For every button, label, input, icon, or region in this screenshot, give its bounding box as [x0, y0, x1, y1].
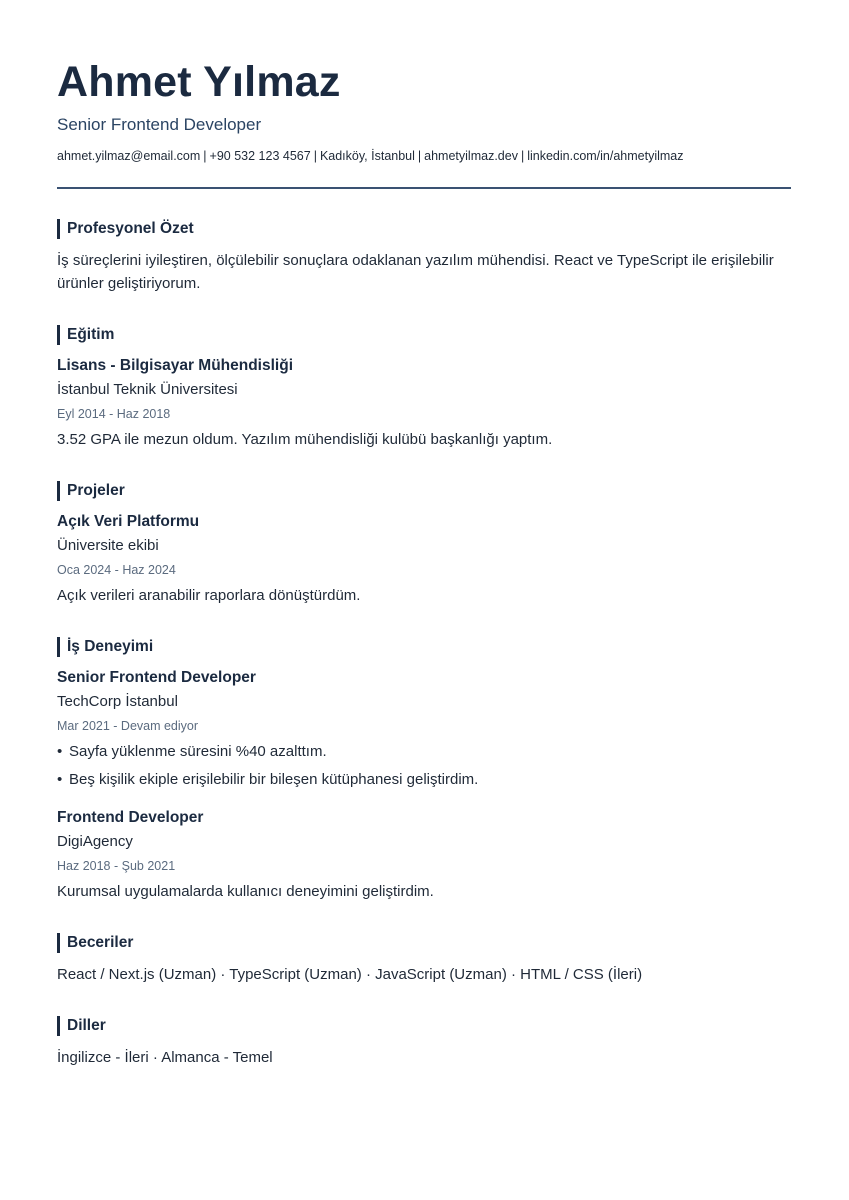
entry-title: Açık Veri Platformu: [57, 512, 200, 530]
contact-website[interactable]: ahmetyilmaz.dev: [424, 149, 518, 163]
contact-separator: |: [313, 149, 317, 163]
entry-title: Frontend Developer: [57, 808, 204, 826]
education-entry: [57, 355, 791, 451]
skills-text: React / Next.js (Uzman) · TypeScript (Uzman) · JavaScript (Uzman) · HTML / CSS (İleri): [57, 965, 643, 983]
summary-text: İş süreçlerini iyileştiren, ölçülebilir sonuçlara odaklanan yazılım mühendisi. React ve TypeScript ile erişilebilir ürünler geliştiriyorum.: [57, 251, 774, 292]
contact-separator: |: [520, 149, 525, 163]
list-item: [57, 769, 791, 791]
section-heading: Projeler: [57, 481, 791, 501]
entry-organization: İstanbul Teknik Üniversitesi: [57, 380, 238, 398]
bullet-icon: •: [57, 770, 63, 788]
entry-description: 3.52 GPA ile mezun oldum. Yazılım mühendisliği kulübü başkanlığı yaptım.: [57, 430, 553, 448]
section-education: [57, 325, 791, 451]
entry-bullets: [57, 741, 791, 791]
experience-entry: [57, 807, 791, 903]
section-heading: İş Deneyimi: [57, 637, 791, 657]
project-entry: [57, 511, 791, 607]
languages-text: İngilizce - İleri · Almanca - Temel: [57, 1048, 273, 1066]
section-experience: [57, 637, 791, 903]
entry-date: Oca 2024 - Haz 2024: [57, 562, 176, 577]
section-projects: [57, 481, 791, 607]
contact-linkedin[interactable]: linkedin.com/in/ahmetyilmaz: [527, 149, 684, 163]
candidate-title: Senior Frontend Developer: [57, 115, 262, 134]
section-summary: [57, 219, 791, 295]
entry-description: Açık verileri aranabilir raporlara dönüştürdüm.: [57, 586, 361, 604]
section-languages: [57, 1016, 791, 1069]
bullet-icon: •: [57, 742, 63, 760]
section-heading: Beceriler: [57, 933, 791, 953]
entry-date: Haz 2018 - Şub 2021: [57, 858, 176, 873]
contact-line: [57, 147, 791, 165]
entry-date: Mar 2021 - Devam ediyor: [57, 718, 199, 733]
section-heading: Profesyonel Özet: [57, 219, 791, 239]
entry-organization: TechCorp İstanbul: [57, 692, 178, 710]
section-heading: Eğitim: [57, 325, 791, 345]
contact-separator: |: [203, 149, 207, 163]
entry-title: Lisans - Bilgisayar Mühendisliği: [57, 356, 293, 374]
contact-email[interactable]: ahmet.yilmaz@email.com: [57, 149, 201, 163]
entry-title: Senior Frontend Developer: [57, 668, 256, 686]
entry-date: Eyl 2014 - Haz 2018: [57, 406, 171, 421]
section-heading: Diller: [57, 1016, 791, 1036]
bullet-text: Sayfa yüklenme süresini %40 azalttım.: [69, 742, 327, 760]
bullet-text: Beş kişilik ekiple erişilebilir bir bileşen kütüphanesi geliştirdim.: [69, 770, 479, 788]
contact-phone[interactable]: +90 532 123 4567: [209, 149, 311, 163]
entry-organization: DigiAgency: [57, 832, 133, 850]
section-skills: [57, 933, 791, 986]
entry-description: Kurumsal uygulamalarda kullanıcı deneyimini geliştirdim.: [57, 882, 434, 900]
candidate-name: Ahmet Yılmaz: [57, 58, 341, 106]
contact-location: Kadıköy, İstanbul: [319, 149, 415, 163]
list-item: [57, 741, 791, 763]
contact-separator: |: [417, 149, 422, 163]
entry-organization: Üniversite ekibi: [57, 536, 159, 554]
experience-entry: [57, 667, 791, 791]
header-divider: [57, 187, 791, 189]
